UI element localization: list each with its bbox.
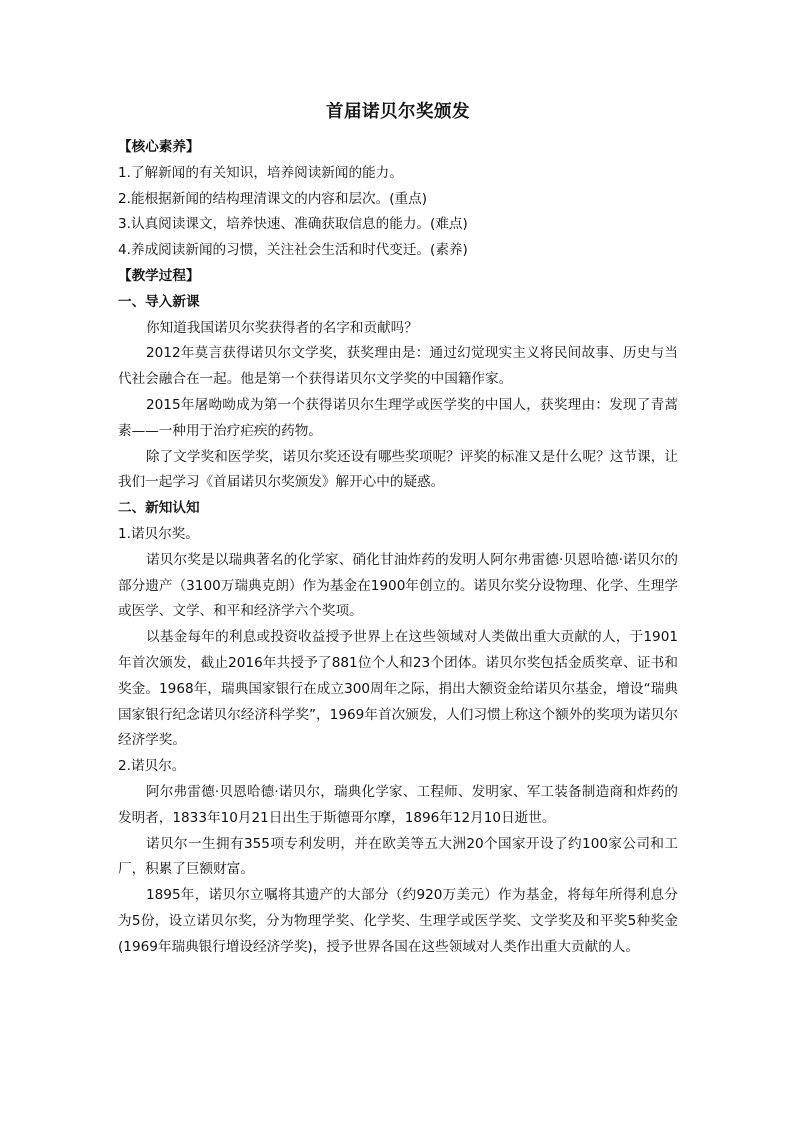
document-body	[118, 135, 678, 961]
objective-1: 1.了解新闻的有关知识，培养阅读新闻的能力。	[118, 164, 403, 181]
paragraph: 1895年，诺贝尔立嘱将其遗产的大部分（约920万美元）作为基金，将每年所得利息分为5份，设立诺贝尔奖，分为物理学奖、化学奖、生理学或医学奖、文学奖及和平奖5种奖金(1969年瑞典银行增设经济学奖)，授予世界各国在这些领域对人类作出重大贡献的人。	[118, 887, 678, 955]
objective-2: 2.能根据新闻的结构理清课文的内容和层次。(重点)	[118, 190, 428, 207]
document-title: 首届诺贝尔奖颁发	[326, 102, 470, 122]
item-heading-nobel-prize: 1.诺贝尔奖。	[118, 525, 199, 542]
paragraph: 诺贝尔奖是以瑞典著名的化学家、硝化甘油炸药的发明人阿尔弗雷德·贝恩哈德·诺贝尔的部分遗产（3100万瑞典克朗）作为基金在1900年创立的。诺贝尔奖分设物理、化学、生理学或医学、文学、和平和经济学六个奖项。	[118, 551, 678, 620]
section-heading-teaching-process: 【教学过程】	[118, 267, 200, 284]
paragraph: 2012年莫言获得诺贝尔文学奖，获奖理由是：通过幻觉现实主义将民间故事、历史与当代社会融合在一起。他是第一个获得诺贝尔文学奖的中国籍作家。	[118, 345, 678, 388]
paragraph: 2015年屠呦呦成为第一个获得诺贝尔生理学或医学奖的中国人，获奖理由：发现了青蒿素——一种用于治疗疟疾的药物。	[118, 396, 678, 439]
paragraph: 阿尔弗雷德·贝恩哈德·诺贝尔，瑞典化学家、工程师、发明家、军工装备制造商和炸药的发明者，1833年10月21日出生于斯德哥尔摩，1896年12月10日逝世。	[118, 783, 678, 826]
item-heading-nobel: 2.诺贝尔。	[118, 758, 186, 775]
objective-4: 4.养成阅读新闻的习惯，关注社会生活和时代变迁。(素养)	[118, 242, 468, 259]
paragraph: 诺贝尔一生拥有355项专利发明，并在欧美等五大洲20个国家开设了约100家公司和工厂，积累了巨额财富。	[118, 835, 678, 878]
subheading-new-knowledge: 二、新知认知	[118, 500, 200, 517]
paragraph: 以基金每年的利息或投资收益授予世界上在这些领域对人类做出重大贡献的人，于1901年首次颁发，截止2016年共授予了881位个人和23个团体。诺贝尔奖包括金质奖章、证书和奖金。1968年，瑞典国家银行在成立300周年之际，捐出大额资金给诺贝尔基金，增设“瑞典国家银行纪念诺贝尔经济科学奖”，1969年首次颁发，人们习惯上称这个额外的奖项为诺贝尔经济学奖。	[118, 629, 678, 749]
paragraph: 你知道我国诺贝尔奖获得者的名字和贡献吗？	[146, 319, 418, 336]
section-heading-core-literacy: 【核心素养】	[118, 139, 200, 155]
subheading-introduction: 一、导入新课	[118, 293, 200, 310]
paragraph: 除了文学奖和医学奖，诺贝尔奖还设有哪些奖项呢？评奖的标准又是什么呢？这节课，让我们一起学习《首届诺贝尔奖颁发》解开心中的疑惑。	[118, 448, 678, 491]
objective-3: 3.认真阅读课文，培养快速、准确获取信息的能力。(难点)	[118, 216, 468, 233]
